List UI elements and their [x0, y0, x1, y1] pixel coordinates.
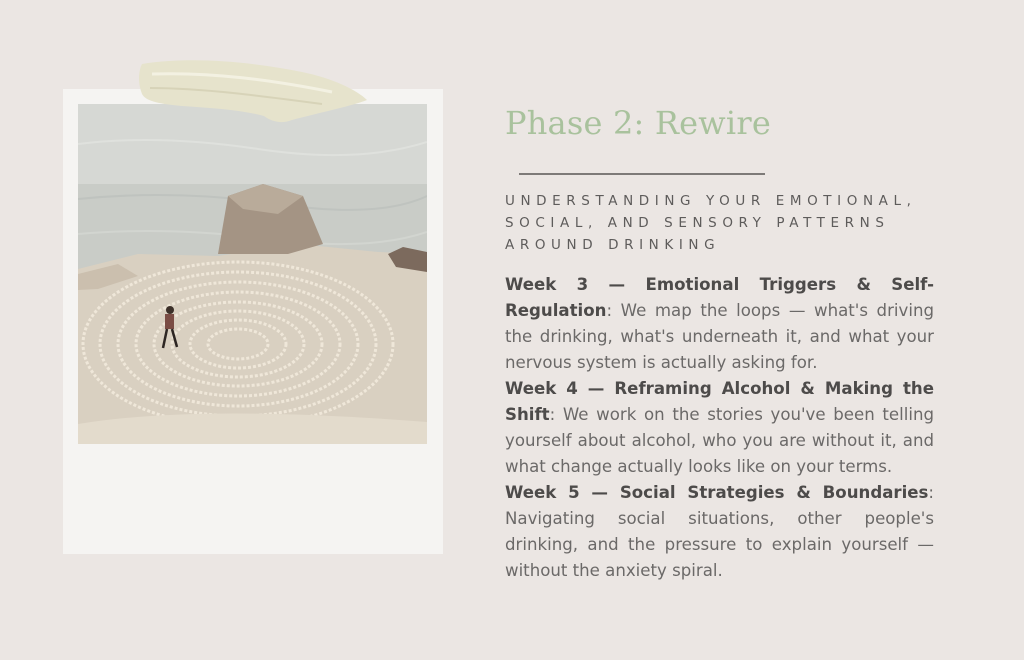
week-4-text: : We work on the stories you've been telling yourself about alcohol, who you are without it, and what change actually looks like on your terms. — [505, 405, 934, 476]
subtitle: UNDERSTANDING YOUR EMOTIONAL, SOCIAL, AND SENSORY PATTERNS AROUND DRINKING — [505, 193, 917, 253]
paint-stroke-decoration — [132, 54, 372, 130]
title-divider — [519, 173, 765, 175]
week-3-heading: Week 3 — Emotional Triggers & Self-Regulation — [505, 275, 934, 320]
week-4-heading: Week 4 — Reframing Alcohol & Making the Shift — [505, 379, 934, 424]
labyrinth-photo — [78, 104, 427, 444]
week-3-paragraph — [505, 272, 934, 376]
week-5-paragraph — [505, 480, 934, 584]
week-3-text: : We map the loops — what's driving the drinking, what's underneath it, and what your nervous system is actually asking for. — [505, 301, 934, 372]
week-5-heading: Week 5 — Social Strategies & Boundaries — [505, 483, 929, 502]
weeks-description — [505, 272, 934, 584]
week-4-paragraph — [505, 376, 934, 480]
page-title: Phase 2: Rewire — [505, 104, 771, 142]
week-5-text: : Navigating social situations, other people's drinking, and the pressure to explain yourself — without the anxiety spiral. — [505, 483, 934, 580]
